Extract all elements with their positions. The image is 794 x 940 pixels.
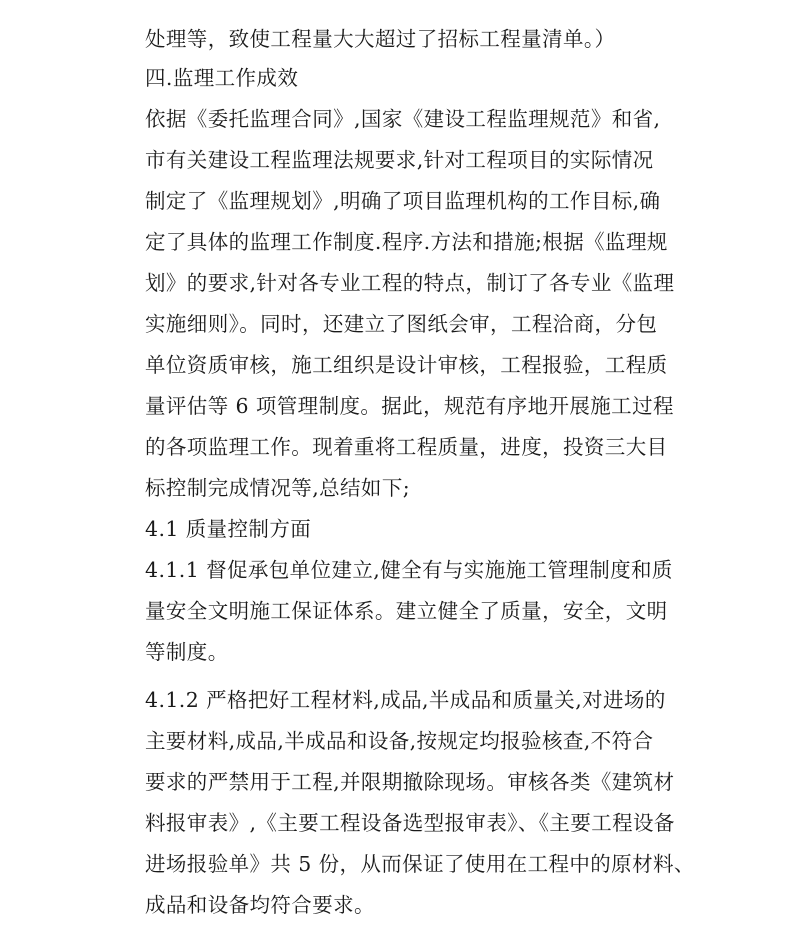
text-line-4: 市有关建设工程监理法规要求,针对工程项目的实际情况: [145, 148, 654, 172]
text-line-18: 主要材料,成品,半成品和设备,按规定均报验核查,不符合: [145, 729, 654, 753]
subsection-heading-4-1: 4.1 质量控制方面: [145, 517, 312, 541]
text-line-17: 4.1.2 严格把好工程材料,成品,半成品和质量关,对进场的: [145, 688, 666, 712]
text-line-9: 单位资质审核，施工组织是设计审核，工程报验，工程质: [145, 353, 668, 377]
text-line-21: 进场报验单》共 5 份，从而保证了使用在工程中的原材料、: [145, 852, 695, 876]
text-line-8: 实施细则》。同时，还建立了图纸会审，工程洽商，分包: [145, 312, 658, 336]
text-line-7: 划》的要求,针对各专业工程的特点，制订了各专业《监理: [145, 271, 675, 295]
text-line-22: 成品和设备均符合要求。: [145, 893, 375, 917]
text-line-11: 的各项监理工作。现着重将工程质量，进度，投资三大目: [145, 435, 668, 459]
text-line-16: 等制度。: [145, 640, 229, 664]
text-line-19: 要求的严禁用于工程,并限期撤除现场。审核各类《建筑材: [145, 770, 675, 794]
text-line-20: 料报审表》,《主要工程设备选型报审表》、《主要工程设备: [145, 811, 675, 835]
text-line-5: 制定了《监理规划》,明确了项目监理机构的工作目标,确: [145, 189, 661, 213]
text-line-12: 标控制完成情况等,总结如下;: [145, 476, 411, 500]
text-line-6: 定了具体的监理工作制度.程序.方法和措施;根据《监理规: [145, 230, 668, 254]
text-line-14: 4.1.1 督促承包单位建立,健全有与实施施工管理制度和质: [145, 558, 673, 582]
text-line-1: 处理等，致使工程量大大超过了招标工程量清单。）: [145, 27, 616, 51]
text-line-3: 依据《委托监理合同》,国家《建设工程监理规范》和省,: [145, 107, 661, 131]
text-line-15: 量安全文明施工保证体系。建立健全了质量，安全，文明: [145, 599, 668, 623]
text-line-10: 量评估等 6 项管理制度。据此，规范有序地开展施工过程: [145, 394, 674, 418]
section-heading-4: 四.监理工作成效: [145, 66, 299, 90]
